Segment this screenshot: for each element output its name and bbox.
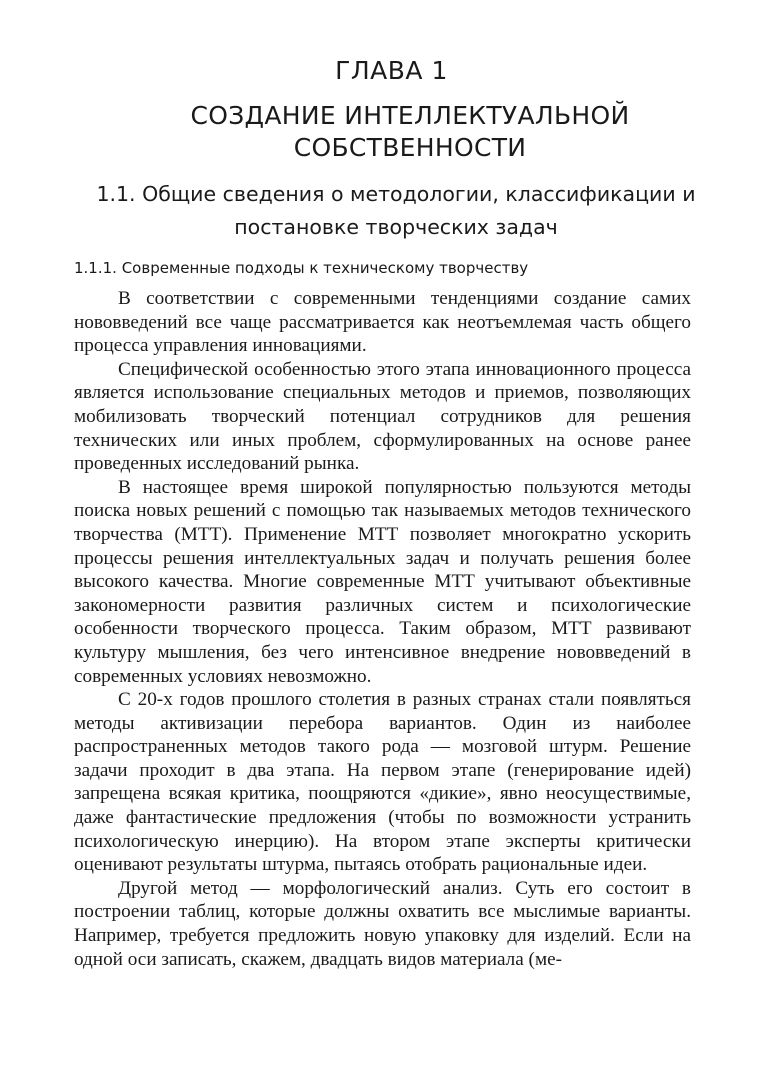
paragraph: С 20-х годов прошлого столетия в разных странах стали появляться методы активизации перебора вариантов. Один из наиболее распространенных методов такого рода — мозговой штурм. Решение задачи проходит в два этапа. На первом этапе (генерирование идей) запрещена всякая критика, поощряются «дикие», явно неосуществимые, даже фантастические предложения (чтобы по возможности устранить психологическую инерцию). На втором этапе эксперты критически оценивают результаты штурма, пытаясь отобрать рациональные идеи.: [74, 689, 691, 876]
body-text: [74, 287, 691, 971]
subsection-title: 1.1.1. Современные подходы к техническому творчеству: [74, 259, 529, 277]
chapter-title: СОЗДАНИЕ ИНТЕЛЛЕКТУАЛЬНОЙ СОБСТВЕННОСТИ: [190, 101, 630, 162]
paragraph: В соответствии с современными тенденциями создание самих нововведений все чаще рассматривается как неотъемлемая часть общего процесса управления инновациями.: [74, 288, 691, 357]
paragraph: Специфической особенностью этого этапа инновационного процесса является использование специальных методов и приемов, позволяющих мобилизовать творческий потенциал сотрудников для решения технических или иных проблем, сформулированных на основе ранее проведенных исследований рынка.: [74, 358, 691, 475]
section-title: 1.1. Общие сведения о методологии, классификации и постановке творческих задач: [96, 182, 696, 239]
paragraph: Другой метод — морфологический анализ. Суть его состоит в построении таблиц, которые должны охватить все мыслимые варианты. Например, требуется предложить новую упаковку для изделий. Если на одной оси записать, скажем, двадцать видов материала (ме-: [74, 877, 691, 970]
chapter-label: ГЛАВА 1: [335, 56, 448, 85]
paragraph: В настоящее время широкой популярностью пользуются методы поиска новых решений с помощью так называемых методов технического творчества (МТТ). Применение МТТ позволяет многократно ускорить процессы решения интеллектуальных задач и получать решения более высокого качества. Многие современные МТТ учитывают объективные закономерности развития различных систем и психологические особенности творческого процесса. Таким образом, МТТ развивают культуру мышления, без чего интенсивное внедрение нововведений в современных условиях невозможно.: [74, 476, 691, 687]
